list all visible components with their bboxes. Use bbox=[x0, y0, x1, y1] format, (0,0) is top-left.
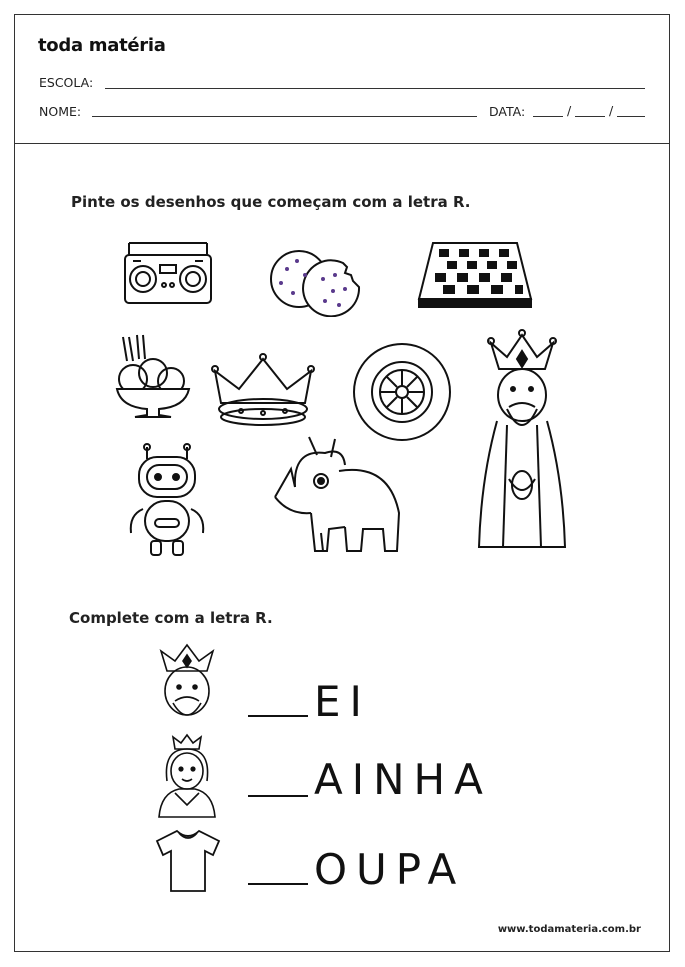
king-icon bbox=[473, 329, 571, 553]
date-label: DATA: bbox=[489, 104, 526, 119]
exercise1-instruction: Pinte os desenhos que começam com a letra R. bbox=[71, 193, 471, 211]
ice-cream-icon bbox=[113, 331, 193, 421]
cookies-icon bbox=[267, 245, 367, 317]
name-line bbox=[92, 116, 477, 117]
answer-blank-2[interactable] bbox=[248, 795, 308, 797]
crown-icon bbox=[211, 351, 315, 427]
answer-blank-1[interactable] bbox=[248, 715, 308, 717]
date-year-line bbox=[617, 116, 645, 117]
school-line bbox=[105, 88, 645, 89]
name-label: NOME: bbox=[39, 104, 82, 119]
wheel-icon bbox=[351, 341, 453, 443]
word-ei: EI bbox=[314, 677, 371, 726]
word-oupa: OUPA bbox=[314, 845, 466, 894]
word-ainha: AINHA bbox=[314, 755, 492, 804]
robot-icon bbox=[125, 443, 209, 559]
date-separator: / bbox=[567, 103, 572, 118]
brand-logo: toda matéria bbox=[38, 35, 166, 56]
exercise2-instruction: Complete com a letra R. bbox=[69, 609, 273, 627]
worksheet-border bbox=[14, 14, 670, 952]
school-label: ESCOLA: bbox=[39, 75, 94, 90]
queen-icon bbox=[155, 733, 219, 819]
chessboard-icon bbox=[415, 239, 535, 311]
date-day-line bbox=[533, 116, 563, 117]
shirt-icon bbox=[153, 827, 223, 895]
king-face-icon bbox=[155, 643, 219, 725]
footer-url: www.todamateria.com.br bbox=[497, 924, 641, 935]
rhinoceros-icon bbox=[269, 433, 405, 559]
answer-blank-3[interactable] bbox=[248, 883, 308, 885]
date-separator: / bbox=[609, 103, 614, 118]
radio-icon bbox=[121, 237, 215, 307]
date-month-line bbox=[575, 116, 605, 117]
header-divider bbox=[15, 143, 669, 144]
